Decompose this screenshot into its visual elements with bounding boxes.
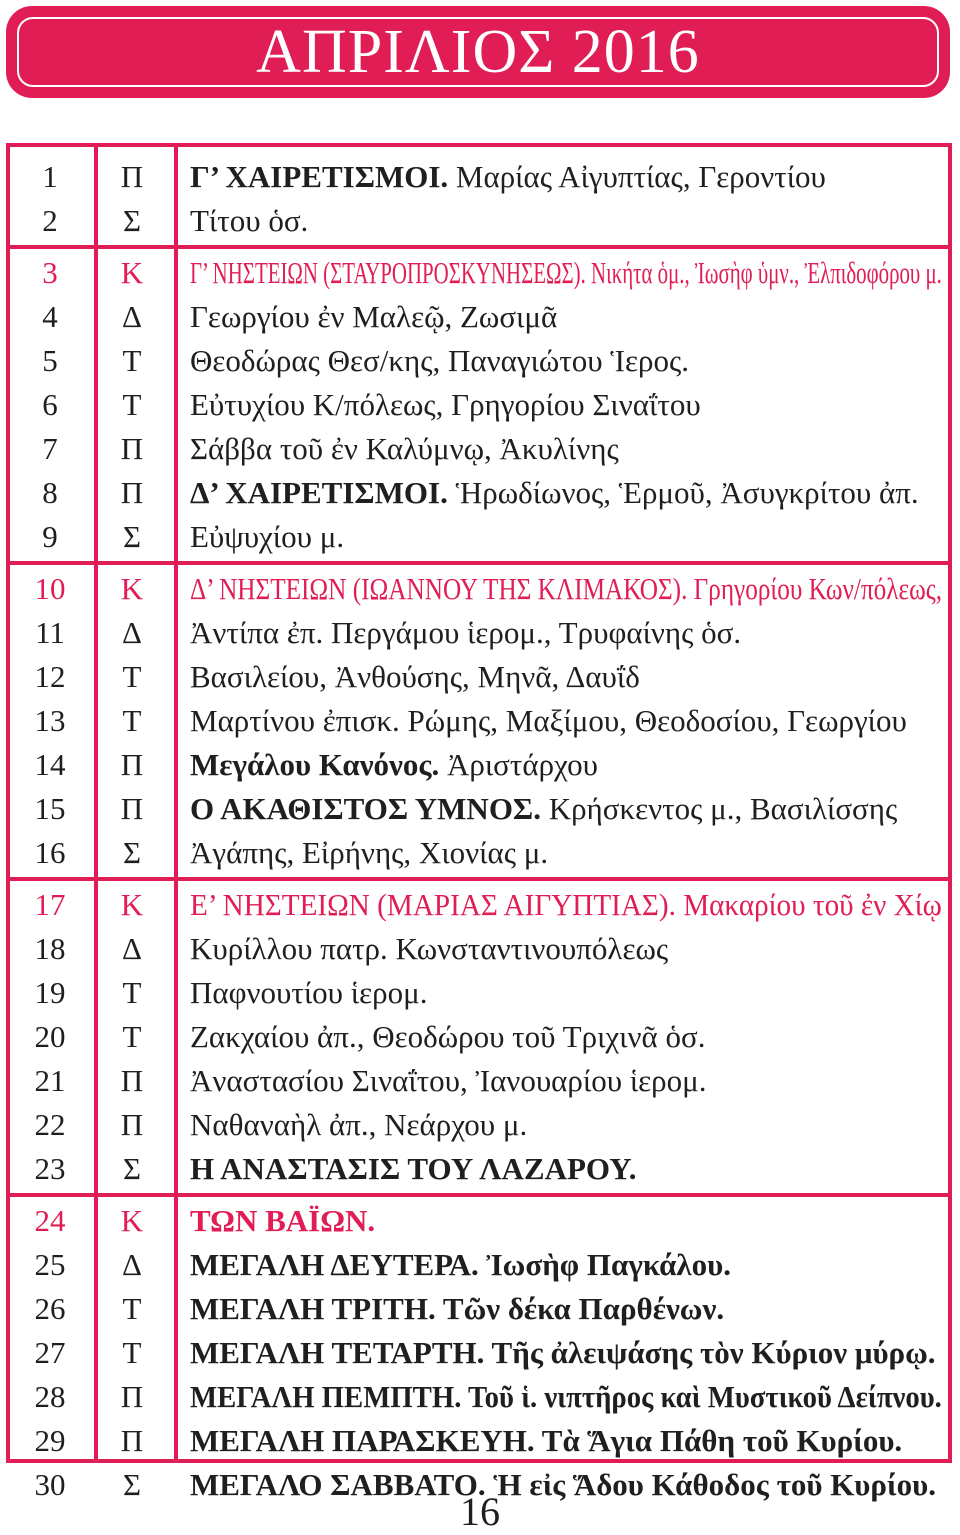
feast-highlight: ΤΩΝ ΒΑΪΩΝ. (190, 1203, 376, 1238)
weekday-letter: Δ (122, 615, 142, 650)
weekday-letter: Π (120, 747, 144, 782)
calendar-row (10, 295, 948, 339)
day-number: 19 (34, 975, 66, 1010)
calendar-row (10, 743, 948, 787)
feast-text (190, 567, 942, 611)
weekday-letter: Κ (120, 1203, 144, 1238)
feast-text (190, 927, 942, 971)
calendar-row (10, 1331, 948, 1375)
week-separator (10, 877, 948, 881)
calendar-row (10, 339, 948, 383)
day-number: 16 (34, 835, 66, 870)
calendar-row (10, 383, 948, 427)
day-number: 27 (34, 1335, 66, 1370)
feast-saints: Μαρίας Αἰγυπτίας, Γεροντίου (448, 159, 826, 194)
feast-text (190, 743, 942, 787)
calendar-row (10, 427, 948, 471)
weekday-letter: Τ (122, 387, 142, 422)
weekday-letter: Π (120, 1063, 144, 1098)
feast-saints: Βασιλείου, Ἀνθούσης, Μηνᾶ, Δαυΐδ (190, 659, 640, 694)
feast-saints: Γεωργίου ἐν Μαλεῷ, Ζωσιμᾶ (190, 299, 558, 334)
calendar-row (10, 883, 948, 927)
feast-saints: Ε’ ΝΗΣΤΕΙΩΝ (ΜΑΡΙΑΣ ΑΙΓΥΠΤΙΑΣ). Μακαρίου τοῦ ἐν Χίῳ (190, 887, 942, 922)
feast-saints: Ζακχαίου ἀπ., Θεοδώρου τοῦ Τριχινᾶ ὁσ. (190, 1019, 706, 1054)
feast-highlight: ΜΕΓΑΛΗ ΠΕΜΠΤΗ. Τοῦ ἱ. νιπτῆρος καὶ Μυστικοῦ Δείπνου. (190, 1379, 942, 1414)
weekday-letter: Π (120, 791, 144, 826)
feast-text (190, 1015, 942, 1059)
day-number: 18 (34, 931, 66, 966)
calendar-row (10, 471, 948, 515)
day-number: 20 (34, 1019, 66, 1054)
weekday-letter: Τ (122, 1291, 142, 1326)
weekday-letter: Σ (122, 1151, 142, 1186)
calendar-row (10, 831, 948, 875)
feast-highlight: Ο ΑΚΑΘΙΣΤΟΣ ΥΜΝΟΣ. (190, 791, 541, 826)
day-number: 29 (34, 1423, 66, 1458)
calendar-row (10, 1243, 948, 1287)
feast-saints: Θεοδώρας Θεσ/κης, Παναγιώτου Ἱερος. (190, 343, 689, 378)
day-number: 4 (42, 299, 58, 334)
weekday-letter: Δ (122, 1247, 142, 1282)
calendar-row (10, 515, 948, 559)
day-number: 7 (42, 431, 58, 466)
weekday-letter: Τ (122, 659, 142, 694)
feast-text (190, 831, 942, 875)
day-number: 13 (34, 703, 66, 738)
day-number: 28 (34, 1379, 66, 1414)
day-number: 9 (42, 519, 58, 554)
day-number: 26 (34, 1291, 66, 1326)
feast-highlight: ΜΕΓΑΛΟ ΣΑΒΒΑΤΟ. Ἡ εἰς Ἅδου Κάθοδος τοῦ Κυρίου. (190, 1467, 936, 1502)
day-number: 23 (34, 1151, 66, 1186)
feast-highlight: Μεγάλου Κανόνος. (190, 747, 440, 782)
feast-saints: Κυρίλλου πατρ. Κωνσταντινουπόλεως (190, 931, 669, 966)
day-number: 22 (34, 1107, 66, 1142)
feast-text (190, 1243, 942, 1287)
calendar-row (10, 1015, 948, 1059)
weekday-letter: Τ (122, 975, 142, 1010)
weekday-letter: Π (120, 1423, 144, 1458)
feast-saints: Δ’ ΝΗΣΤΕΙΩΝ (ΙΩΑΝΝΟΥ ΤΗΣ ΚΛΙΜΑΚΟΣ). Γρηγορίου Κων/πόλεως, (190, 571, 942, 606)
weekday-letter: Δ (122, 299, 142, 334)
feast-saints: Γ’ ΝΗΣΤΕΙΩΝ (ΣΤΑΥΡΟΠΡΟΣΚΥΝΗΣΕΩΣ). Νικήτα ὁμ., Ἰωσὴφ ὑμν., Ἐλπιδοφόρου μ. (190, 255, 942, 290)
feast-saints: Παφνουτίου ἱερομ. (190, 975, 428, 1010)
weekday-letter: Σ (122, 203, 142, 238)
feast-text (190, 199, 942, 243)
feast-saints: Εὐτυχίου Κ/πόλεως, Γρηγορίου Σιναΐτου (190, 387, 701, 422)
day-number: 6 (42, 387, 58, 422)
day-number: 25 (34, 1247, 66, 1282)
calendar-row (10, 1103, 948, 1147)
feast-highlight: ΜΕΓΑΛΗ ΤΕΤΑΡΤΗ. Τῆς ἀλειψάσης τὸν Κύριον μύρῳ. (190, 1335, 936, 1370)
feast-saints: Ἀναστασίου Σιναΐτου, Ἰανουαρίου ἱερομ. (190, 1063, 707, 1098)
calendar-row (10, 199, 948, 243)
feast-text (190, 427, 942, 471)
weekday-letter: Π (120, 1107, 144, 1142)
calendar-row (10, 611, 948, 655)
feast-text (190, 1331, 942, 1375)
calendar-row (10, 1419, 948, 1463)
day-number: 14 (34, 747, 66, 782)
feast-saints: Ἀντίπα ἐπ. Περγάμου ἱερομ., Τρυφαίνης ὁσ. (190, 615, 742, 650)
feast-highlight: Η ΑΝΑΣΤΑΣΙΣ ΤΟΥ ΛΑΖΑΡΟΥ. (190, 1151, 637, 1186)
feast-text (190, 1103, 942, 1147)
calendar-row (10, 1147, 948, 1191)
month-banner (6, 6, 950, 98)
day-number: 17 (34, 887, 66, 922)
weekday-letter: Τ (122, 1335, 142, 1370)
calendar-row (10, 251, 948, 295)
feast-text (190, 1375, 942, 1419)
feast-text (190, 1287, 942, 1331)
page-number: 16 (460, 1489, 500, 1534)
calendar-table (6, 143, 952, 1502)
calendar-row (10, 567, 948, 611)
day-number: 3 (42, 255, 58, 290)
feast-saints: Ἡρωδίωνος, Ἑρμοῦ, Ἀσυγκρίτου ἀπ. (447, 475, 919, 510)
calendar-row (10, 699, 948, 743)
feast-saints: Ναθαναὴλ ἀπ., Νεάρχου μ. (190, 1107, 528, 1142)
feast-saints: Ἀγάπης, Εἰρήνης, Χιονίας μ. (190, 835, 549, 870)
day-number: 30 (34, 1467, 66, 1502)
day-number: 12 (34, 659, 66, 694)
feast-highlight: Δ’ ΧΑΙΡΕΤΙΣΜΟΙ. (190, 475, 448, 510)
feast-text (190, 471, 942, 515)
day-number: 15 (34, 791, 66, 826)
weekday-letter: Κ (120, 887, 144, 922)
week-separator (10, 245, 948, 249)
calendar-row (10, 655, 948, 699)
weekday-letter: Π (120, 1379, 144, 1414)
feast-text (190, 515, 942, 559)
feast-saints: Κρήσκεντος μ., Βασιλίσσης (540, 791, 898, 826)
weekday-letter: Δ (122, 931, 142, 966)
day-number: 11 (35, 615, 65, 650)
feast-text (190, 699, 942, 743)
feast-text (190, 251, 942, 295)
week-separator (10, 1193, 948, 1197)
feast-text (190, 155, 942, 199)
weekday-letter: Σ (122, 835, 142, 870)
calendar-row (10, 927, 948, 971)
feast-text (190, 971, 942, 1015)
feast-highlight: ΜΕΓΑΛΗ ΠΑΡΑΣΚΕΥΗ. Τὰ Ἅγια Πάθη τοῦ Κυρίου. (190, 1423, 903, 1458)
day-number: 2 (42, 203, 58, 238)
feast-highlight: Γ’ ΧΑΙΡΕΤΙΣΜΟΙ. (190, 159, 449, 194)
weekday-letter: Π (120, 159, 144, 194)
day-number: 5 (42, 343, 58, 378)
day-number: 21 (34, 1063, 66, 1098)
feast-text (190, 1419, 942, 1463)
feast-text (190, 383, 942, 427)
calendar-row (10, 155, 948, 199)
feast-text (190, 339, 942, 383)
weekday-letter: Π (120, 431, 144, 466)
weekday-letter: Τ (122, 343, 142, 378)
feast-saints: Τίτου ὁσ. (190, 203, 309, 238)
feast-saints: Εὐψυχίου μ. (190, 519, 345, 554)
feast-saints: Σάββα τοῦ ἐν Καλύμνῳ, Ἀκυλίνης (190, 431, 619, 466)
feast-text (190, 787, 942, 831)
calendar-row (10, 1199, 948, 1243)
day-number: 24 (34, 1203, 66, 1238)
calendar-row (10, 971, 948, 1015)
feast-highlight: ΜΕΓΑΛΗ ΤΡΙΤΗ. Τῶν δέκα Παρθένων. (190, 1291, 725, 1326)
weekday-letter: Σ (122, 1467, 142, 1502)
calendar-row (10, 787, 948, 831)
feast-text (190, 1059, 942, 1103)
feast-text (190, 883, 942, 927)
feast-saints: Ἀριστάρχου (439, 747, 598, 782)
calendar-row (10, 1287, 948, 1331)
feast-text (190, 655, 942, 699)
day-number: 10 (34, 571, 66, 606)
feast-text (190, 611, 942, 655)
day-number: 1 (42, 159, 58, 194)
week-separator (10, 561, 948, 565)
weekday-letter: Κ (120, 571, 144, 606)
weekday-letter: Σ (122, 519, 142, 554)
month-title: ΑΠΡΙΛΙΟΣ 2016 (256, 17, 700, 86)
calendar-row (10, 1375, 948, 1419)
day-number: 8 (42, 475, 58, 510)
feast-text (190, 1199, 942, 1243)
feast-saints: Μαρτίνου ἐπισκ. Ρώμης, Μαξίμου, Θεοδοσίου, Γεωργίου (190, 703, 907, 738)
weekday-letter: Κ (120, 255, 144, 290)
feast-text (190, 1147, 942, 1191)
weekday-letter: Π (120, 475, 144, 510)
feast-highlight: ΜΕΓΑΛΗ ΔΕΥΤΕΡΑ. Ἰωσὴφ Παγκάλου. (190, 1247, 732, 1282)
weekday-letter: Τ (122, 1019, 142, 1054)
calendar-row (10, 1059, 948, 1103)
weekday-letter: Τ (122, 703, 142, 738)
feast-text (190, 295, 942, 339)
